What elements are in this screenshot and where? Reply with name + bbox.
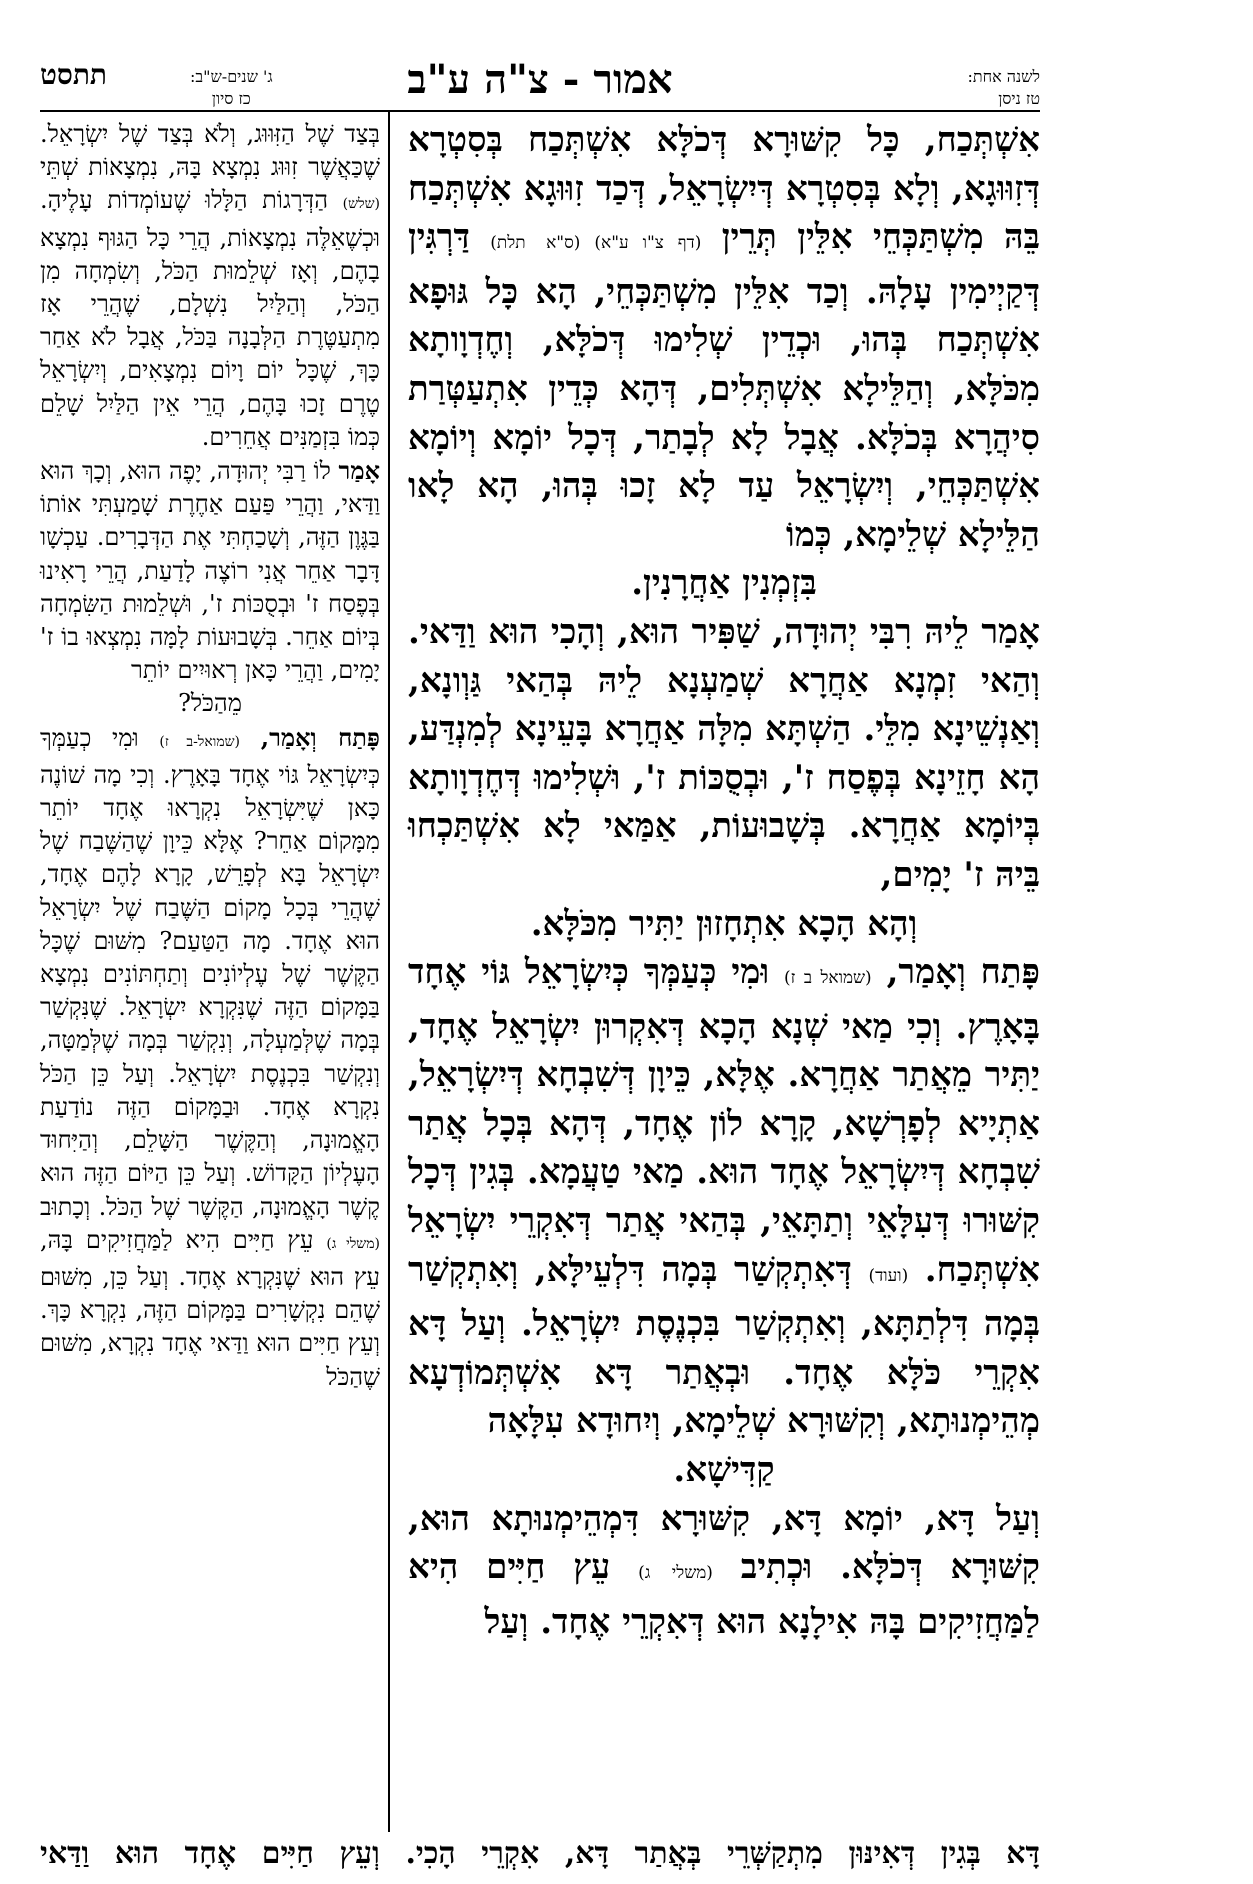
side-line: נִמְצָאוֹת, הֲרֵי כָּל הַגּוּף נִמְצָא: [40, 223, 297, 252]
main-line: לְבָתַר, דְּכָל יוֹמָא וְיוֹמָא אִשְׁתַּכְּחֵי, וְיִשְׂרָאֵל: [408, 417, 1040, 507]
page-title: אמור - צ"ה ע"ב: [407, 56, 673, 103]
main-line: הָא כָּל גּוּפָא אִשְׁתְּכַח בְּהוּ, וּכְדֵין שְׁלִימוּ: [408, 271, 1040, 361]
side-line: הַזֶּה, נִקְרָא כָּךְ. וְעֵץ חַיִּים הוּא: [40, 1296, 380, 1358]
main-line: בָּעֵינָא לְמִנְדַּע, הָא חָזֵינָא בְּפֶסַח ז', וּבְסֻכּוֹת: [408, 709, 1041, 798]
citation: (שלש): [342, 196, 380, 213]
side-line: הַטַּעַם? מִשּׁוּם שֶׁכָּל הַקֶּשֶׁר שֶׁל: [40, 926, 380, 989]
main-line: הוּא. מַאי טַעֲמָא. בְּגִין דְּכָל קִשּׁוּרוּ דְּעִלָּאֵי: [408, 1152, 1041, 1242]
header-three-year-date: כז סיון: [211, 89, 251, 108]
citation: (דף צ"ו ע"א) (ס"א: [546, 233, 702, 254]
citation: (משלי ג): [638, 1563, 713, 1584]
header-one-year-label: לשנה אחת:: [967, 67, 1040, 86]
main-line: אִקְרֵי כֹּלָּא אֶחָד. וּבְאֲתַר דָּא אִשְׁתְּמוֹדְעָא: [408, 1352, 1040, 1393]
citation: (משלי ג): [326, 1235, 380, 1252]
side-line: שׁוֹנֶה כָּאן שֶׁיִּשְׂרָאֵל נִקְרָאוּ אֶחָד: [40, 760, 380, 823]
citation: תלת): [490, 233, 526, 254]
main-line: דְּזִוּוּגָא, וְלָא בְּסִטְרָא דְּיִשְׂרָאֵל, דְּכַד זִוּוּגָא: [523, 168, 1040, 209]
side-line: רוֹצֶה לָדַעַת, הֲרֵי רָאִינוּ בְּפֶסַח ז': [40, 556, 380, 618]
side-line: כֵּן, מִשּׁוּם שֶׁהֵם נִקְשָׁרִים בַּמָּקוֹם: [40, 1262, 380, 1325]
side-line: שֶׁהַשֶּׁבַח שֶׁל יִשְׂרָאֵל בָּא לְפָרֵשׁ,: [40, 827, 381, 889]
main-text-column: [408, 116, 1040, 1646]
main-paragraph-3: [408, 948, 1040, 1446]
side-paragraph-3: [40, 721, 380, 1394]
side-line: נִמְצָאוֹת שְׁתֵּי: [40, 153, 158, 182]
side-line: וְיִשְׂרָאֵל טֶרֶם זָכוּ בָּהֶם, הֲרֵי אֵין: [40, 356, 380, 418]
main-line: פָּתַח וְאָמַר,: [886, 952, 1041, 993]
side-line: קָרָא לָהֶם אֶחָד, שֶׁהֲרֵי בְּכָל מָקוֹם: [40, 860, 380, 922]
main-line: עֵץ חַיִּים הִיא: [408, 1547, 611, 1588]
main-line: דְּהָא כְּדֵין אִתְעַטְּרַת סִיהֲרָא בְּכֹלָּא. אֲבָל לָא: [408, 368, 1040, 458]
side-line: יוֹתֵר מִמָּקוֹם אַחֵר? אֶלָּא כֵּיוָן: [40, 794, 381, 856]
main-line: דַּרְגִּין דְּקַיְימִין עָלָהּ. וְכַד אִלֵּין מִשְׁתַּכְּחֵי,: [408, 217, 1040, 312]
main-paragraph-1: [408, 116, 1040, 559]
side-line: יִשְׂרָאֵל. שֶׁכַּאֲשֶׁר זִוּוּג נִמְצָא בָּהּ,: [40, 120, 380, 182]
side-line: בְּמָה שֶׁלְּמַעְלָה, וְנִקְשַׁר בְּמָה: [127, 1026, 380, 1055]
main-line: וּמִי כְּעַמְּךָ כְּיִשְׂרָאֵל גּוֹי: [481, 952, 770, 993]
header-rule: [40, 110, 1040, 112]
side-line: שֶׁלְּמַטָּה, וְנִקְשַׁר בִּכְנֶסֶת יִשְׂרָאֵל.: [40, 1026, 380, 1088]
side-line: הַזֶּה שֶׁנִּקְרָא יִשְׂרָאֵל. שֶׁנִּקְשַׁר: [40, 993, 309, 1022]
side-line: בְּצַד שֶׁל הַזִּוּוּג, וְלֹא בְּצַד שֶׁל: [118, 120, 380, 148]
main-paragraph-4: [408, 1495, 1040, 1647]
side-line: בָּהּ, עֵץ הוּא שֶׁנִּקְרָא אֶחָד. וְעַל: [40, 1225, 380, 1291]
main-line: וַדַּאי. וְהַאי זִמְנָא אַחֲרָא שְׁמַעְנָא לֵיהּ: [408, 611, 1040, 701]
side-line: וּבְסֻכּוֹת ז', וּשְׁלֵמוּת הַשִּׂמְחָה: [40, 589, 296, 618]
page-number: תתסט: [40, 58, 107, 91]
side-line: הָאֱמוּנָה, הַקֶּשֶׁר שֶׁל הַכֹּל. וְכָתוּב: [40, 1192, 330, 1221]
side-line: אֶת הַדְּבָרִים. עַכְשָׁו דָּבָר אַחֵר אֲנִי: [40, 523, 380, 585]
side-line: הַשֶּׁבַח שֶׁל יִשְׂרָאֵל הוּא אֶחָד. מָה: [40, 893, 380, 955]
main-paragraph-3-end: קַדִּישָׁא.: [673, 1450, 775, 1491]
main-line: קִשּׁוּרָא דְּכֹלָּא. וּכְתִיב: [740, 1547, 1041, 1588]
main-line: אֶחָד, דְּהָא בְּכָל אֲתַר שִׁבְחָא דְּיִשְׂרָאֵל אֶחָד: [408, 1103, 1040, 1193]
main-line: אִשְׁתְּכַח, כָּל קִשּׁוּרָא דְּכֹלָּא אִשְׁתְּכַח בְּסִטְרָא: [408, 120, 1040, 160]
main-line: אָמַר לֵיהּ רִבִּי יְהוּדָה, שַׁפִּיר הוּא, וְהָכִי הוּא: [488, 611, 1041, 652]
header-one-year-date: טז ניסן: [998, 89, 1040, 108]
side-line: אַחַר כָּךְ, שֶׁכָּל יוֹם וָיוֹם נִמְצָאִים,: [40, 323, 380, 385]
main-line: אִשְׁתְּכַח בֵּהּ מִשְׁתַּכְּחֵי אִלֵּין תְּרֵין: [408, 168, 1040, 258]
side-line: וְעַל כֵּן הַכֹּל נִקְרָא אֶחָד. וּבַמָּקוֹם: [40, 1059, 380, 1121]
column-divider: [388, 112, 390, 1832]
main-line: דְּכֹלָּא, וְחֶדְוָותָא מִכֹּלָּא, וְהַלֵּילָא אִשְׁתְּלִים,: [408, 320, 1041, 409]
citation: (שמואל-ב ז): [159, 733, 241, 750]
citation: (שמואל ב ז): [784, 968, 872, 989]
side-line: עֵץ חַיִּים הִיא לַמַּחֲזִיקִים: [85, 1225, 314, 1254]
side-line: וַדַּאי אֶחָד נִקְרָא, מִשּׁוּם שֶׁהַכֹּל: [40, 1329, 380, 1391]
main-line: וְתַתָּאֵי, בְּהַאי אֲתַר דְּאִקְרֵי יִשְׂרָאֵל אִשְׁתְּכַח.: [408, 1201, 1040, 1290]
side-line: בָהֶם, וְאָז שְׁלֵמוּת הַכֹּל, וְשִׂמְחָה: [74, 256, 380, 285]
side-line: בְּיוֹם אַחֵר. בְּשָׁבוּעוֹת לָמָּה נִמְצְאוּ: [86, 623, 380, 652]
main-line: בְּשָׁבוּעוֹת, אַמַּאי לָא אִשְׁתַּכְחוּ בֵּיהּ ז' יָמִים,: [408, 806, 1040, 895]
side-line: שָׁמַעְתִּי אוֹתוֹ בַּגֶּוֶן הַזֶּה, וְשָׁכַחְתִּי: [40, 490, 380, 552]
main-line: לַמַּחֲזִיקִים בָּהּ אִילָנָא הוּא דְּאִקְרֵי אֶחָד. וְעַל: [484, 1601, 1040, 1642]
side-line: מִן הַכֹּל, וְהַלַּיִל נִשְׁלָם, שֶׁהֲרֵי אָז: [40, 256, 380, 319]
side-line: הַזֶּה נוֹדַעַת הָאֱמוּנָה, וְהַקֶּשֶׁר: [40, 1092, 380, 1155]
main-line: דִּלְתַתָּא, וְאִתְקְשַׁר בִּכְנֶסֶת יִשְׂרָאֵל. וְעַל דָּא: [408, 1304, 969, 1345]
side-paragraph-2: [40, 454, 380, 687]
side-line: לוֹ רַבִּי יְהוּדָה, יָפֶה הוּא,: [119, 457, 331, 486]
side-line: עֶלְיוֹנִים וְתַחְתּוֹנִים נִמְצָא בַּמָּקוֹם: [40, 960, 380, 1022]
paragraph-opener: פָּתַח וְאָמַר,: [260, 722, 380, 752]
translation-column: [40, 118, 380, 1394]
side-line: וְכָךְ הוּא וַדַּאי, וַהֲרֵי פַּעַם אַחֶרֶת: [40, 457, 380, 519]
header-three-year-schedule: [190, 66, 273, 110]
main-line: דְּאִתְקְשַׁר בְּמָה דִּלְעֵילָּא, וְאִתְקְשַׁר בְּמָה: [408, 1249, 1040, 1345]
main-line: עַד לָא זָכוּ בְּהוּ, הָא לָאו הַלֵּילָא שְׁלֵימָא, כְּמוֹ: [408, 466, 1040, 555]
side-paragraph-2-end: מֵהַכֹּל?: [178, 689, 242, 718]
main-line: יִשְׂרָאֵל אֶחָד, יַתִּיר מֵאֲתַר אַחֲרָא. אֶלָּא, כֵּיוָן: [408, 1006, 1040, 1096]
side-line: וּמִי כְעַמְּךָ: [40, 723, 139, 752]
main-line: דְּשִׁבְחָא דְּיִשְׂרָאֵל, אַתְיָיא לְפָרְשָׁא, קָרָא לוֹן: [408, 1055, 1041, 1144]
main-paragraph-1-end: בִּזְמְנִין אַחֲרָנִין.: [631, 563, 817, 604]
side-paragraph-1: [40, 118, 380, 454]
side-line: וְעַל כֵּן הַיּוֹם הַזֶּה הוּא קֶשֶׁר: [40, 1159, 380, 1221]
side-line: שֶׁעוֹמְדוֹת עָלֶיהָ. וּכְשֶׁאֵלֶּה: [40, 186, 380, 252]
main-line: ז', וּשְׁלִימוּ דְּחֶדְוָותָא בְּיוֹמָא אַחֲרָא.: [408, 757, 1040, 847]
main-line: בְּהַאי גַּוְונָא, וְאַנְשֵׁינָא מִלֵּי. הַשְׁתָּא מִלָּה אַחֲרָא: [408, 660, 1040, 750]
side-line: בוֹ ז' יָמִים, וַהֲרֵי כָּאן רְאוּיִים יוֹתֵר: [40, 623, 380, 685]
side-line: הַלַּיִל שָׁלֵם כְּמוֹ בִּזְמַנִּים אֲחֵרִים.: [40, 389, 380, 451]
side-line: כְּיִשְׂרָאֵל גּוֹי אֶחָד בָּאָרֶץ. וְכִי מָה: [93, 760, 380, 789]
main-line: אֶחָד בָּאָרֶץ. וְכִי מַאי שְׁנָא הָכָא דְּאִקְרוּן: [408, 952, 1041, 1047]
side-line: הַדְּרָגוֹת הַלָּלוּ: [205, 186, 328, 215]
main-line: וְעַל דָּא, יוֹמָא דָּא, קִשּׁוּרָא דִּמְהֵימְנוּתָא הוּא,: [408, 1498, 1040, 1539]
main-paragraph-2: [408, 608, 1040, 900]
bottom-continuation-line: דָּא בְּגִין דְּאִינּוּן מִתְקַשְּׁרֵי בְּאֲתַר דָּא, אִקְרֵי הָכִי. וְעֵץ חַיִּים אֶחָד הוּא וַדַּאי: [40, 1836, 1040, 1871]
header-three-year-label: ג' שנים-ש"ב:: [190, 67, 273, 86]
page-header: [40, 48, 1040, 110]
citation: (ועוד): [868, 1265, 909, 1286]
main-line: מְהֵימְנוּתָא, וְקִשּׁוּרָא שְׁלֵימָא, וְיִחוּדָא עִלָּאָה: [487, 1401, 1040, 1442]
side-line: מִתְעַטֶּרֶת הַלְּבָנָה בַּכֹּל, אֲבָל לֹא: [91, 323, 380, 352]
paragraph-opener: אָמַר: [338, 456, 380, 486]
side-line: הַשָּׁלֵם, וְהַיִּחוּד הָעֶלְיוֹן הַקָּדוֹשׁ.: [40, 1126, 380, 1188]
main-paragraph-2-end: וְהָא הָכָא אִתְחָזוּן יַתִּיר מִכֹּלָּא.: [530, 903, 918, 944]
